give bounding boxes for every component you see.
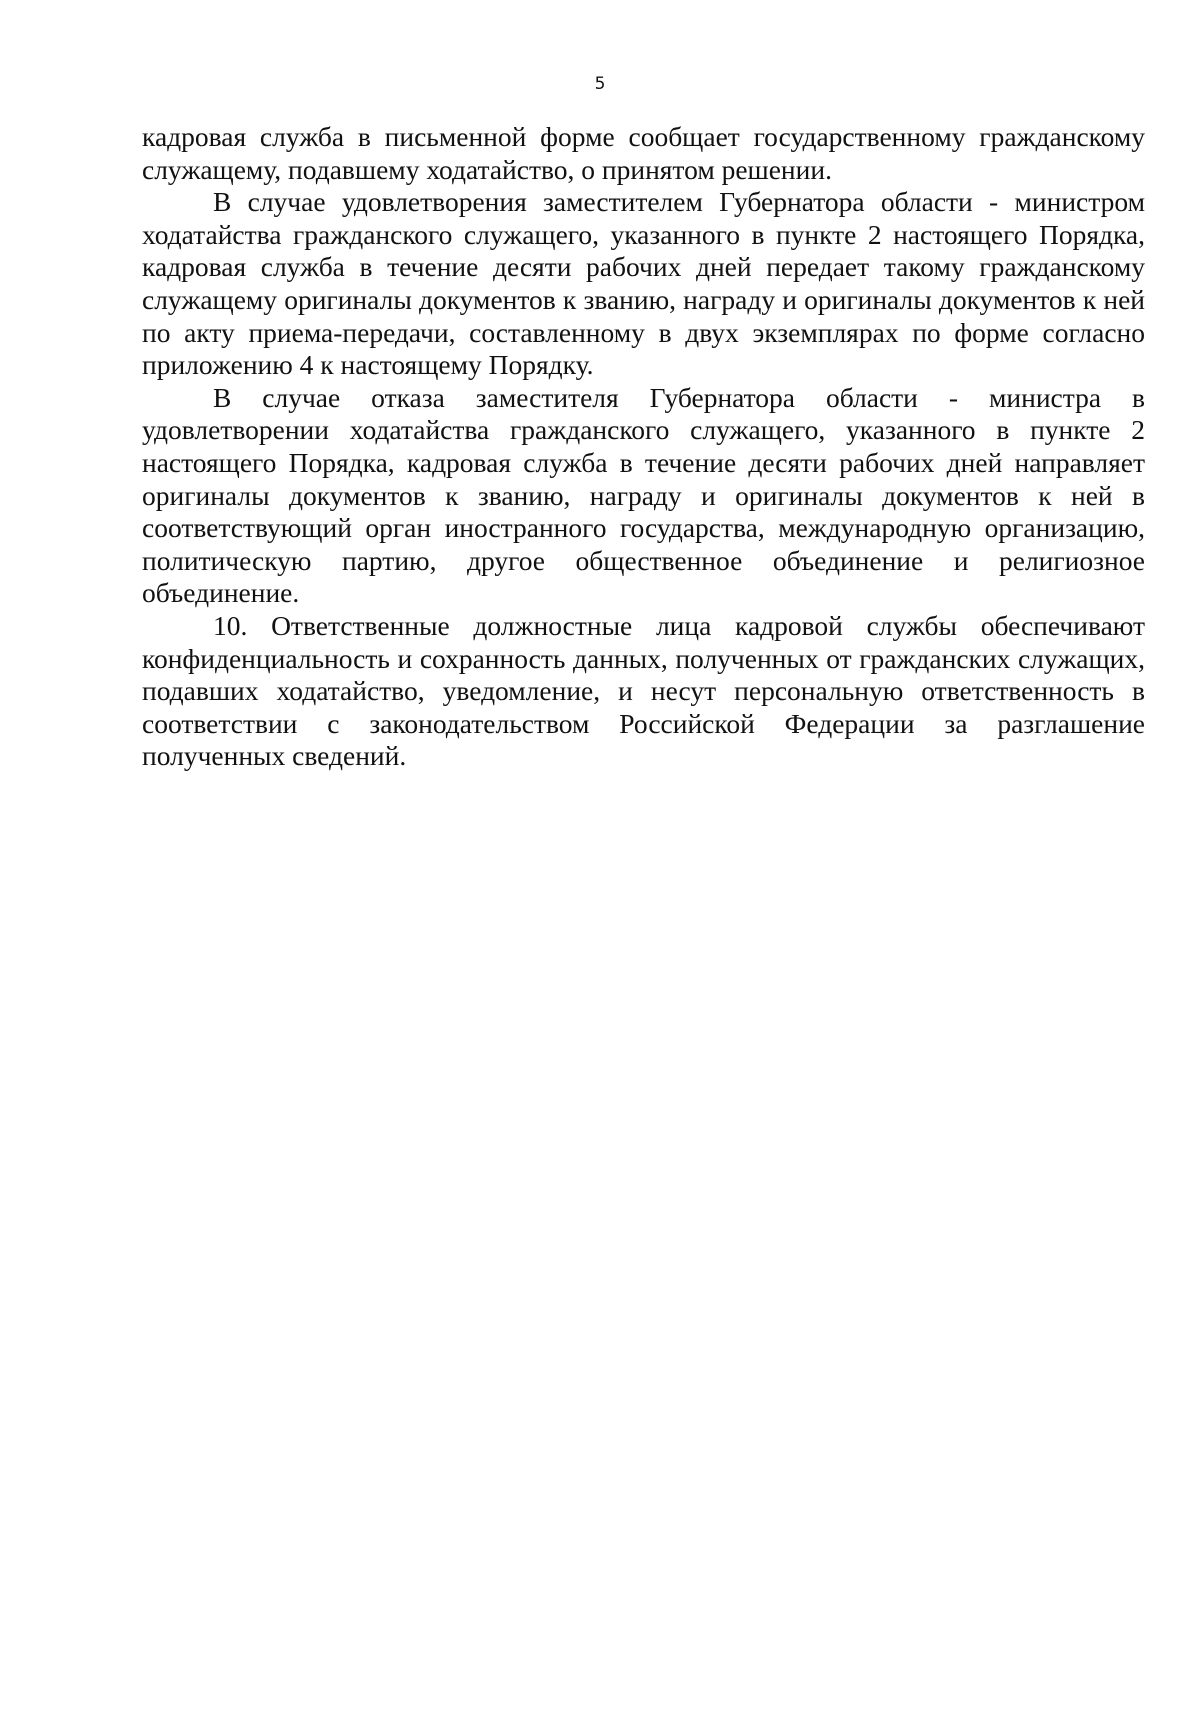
paragraph-refusal: В случае отказа заместителя Губернатора области - министра в удовлетворении ходатайства гражданского служащего, указанного в пункте 2 настоящего Порядка, кадровая служба в течение десяти рабочих дней направляет оригиналы документов к званию, награду и оригиналы документов к ней в соответствующий орган иностранного государства, международную организацию, политическую партию, другое общественное объединение и религиозное объединение. [142, 381, 1145, 609]
page-number: 5 [594, 74, 606, 94]
paragraph-confidentiality: 10. Ответственные должностные лица кадровой службы обеспечивают конфиденциальность и сохранность данных, полученных от гражданских служащих, подавших ходатайство, уведомление, и несут персональную ответственность в соответствии с законодательством Российской Федерации за разглашение полученных сведений. [142, 609, 1145, 772]
paragraph-decision-notice: кадровая служба в письменной форме сообщает государственному гражданскому служащему, подавшему ходатайство, о принятом решении. [142, 121, 1145, 185]
document-body [142, 121, 1145, 773]
paragraph-approval: В случае удовлетворения заместителем Губернатора области - министром ходатайства гражданского служащего, указанного в пункте 2 настоящего Порядка, кадровая служба в течение десяти рабочих дней передает такому гражданскому служащему оригиналы документов к званию, награду и оригиналы документов к ней по акту приема-передачи, составленному в двух экземплярах по форме согласно приложению 4 к настоящему Порядку. [142, 186, 1145, 381]
